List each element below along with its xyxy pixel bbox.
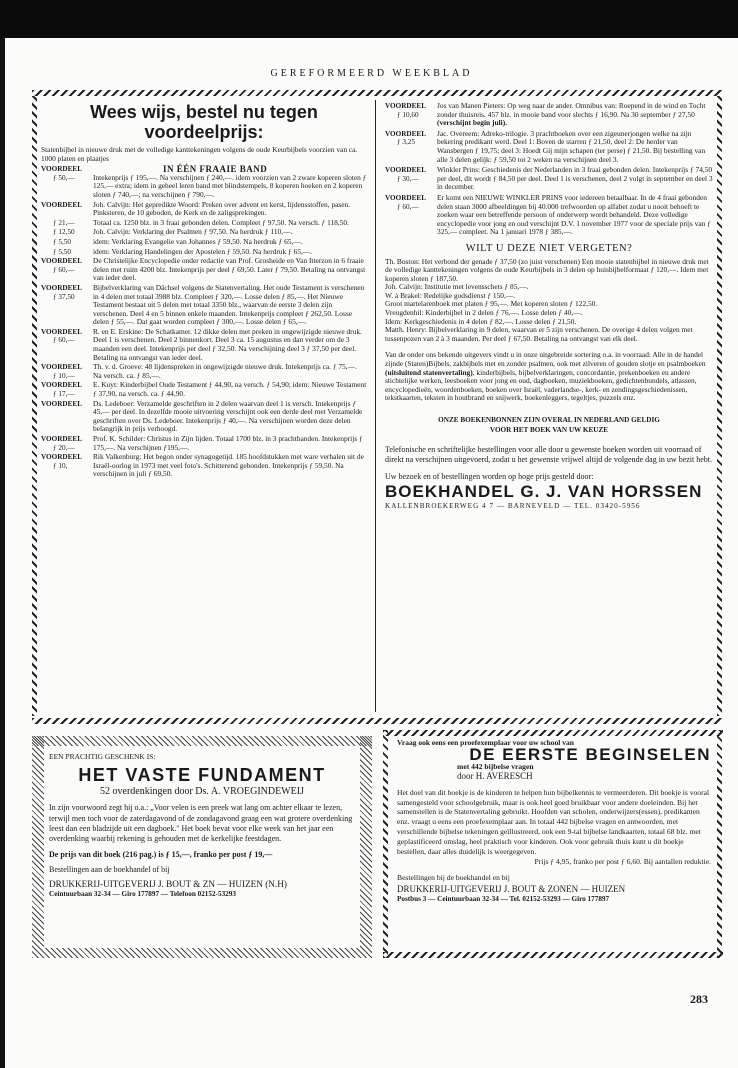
forget-list-item: Idem: Kerkgeschiedenis in 4 delen ƒ 82,—. Losse delen ƒ 21,50. <box>385 316 577 326</box>
item-text: idem: Verklaring Handelingen der Apostelen ƒ 59,50. Na herdruk ƒ 65,—. <box>93 246 313 256</box>
item-text: Bijbelverklaring van Dächsel volgens de Statenvertaling. Het oude Testament is verschenen in 4 delen met totaal 3988 blz. Compleet ƒ 320,—. Losse delen ƒ 85,—. Het Nieuwe Testament bestaat uit 5 delen met totaal 3350 blz., waarvan de eerste 3 delen zijn verschenen. Deel 4 en 5 binnen enkele maanden. Intekenprijs compleet ƒ 262,50. Losse delen ƒ 55,—. Dat gaat worden compleet ƒ 300,—. Losse delen ƒ 65,—. <box>93 282 365 327</box>
box-left-publisher: DRUKKERIJ-UITGEVERIJ J. BOUT & ZN — HUIZEN (N.H) <box>49 878 287 889</box>
item-text: De Christelijke Encyclopedie onder redactie van Prof. Grosheide en Van Itterzon in 6 fraaie delen met ruim 4200 blz. Intekenprijs per deel ƒ 69,50. Later ƒ 79,50. Betaling na ontvangst van ieder deel. <box>93 256 366 283</box>
assortment-bold: (uitsluitend statenvertaling) <box>385 367 473 377</box>
item-voordeel: VOORDEEL <box>385 166 426 175</box>
forget-list-item: W. à Brakel: Redelijke godsdienst ƒ 150,—. <box>385 290 516 300</box>
item-label <box>385 130 437 164</box>
item-voordeel: VOORDEEL <box>41 381 82 390</box>
item-label <box>41 453 93 479</box>
page-number: 283 <box>690 992 708 1006</box>
box-left-top-hatch <box>32 736 372 746</box>
offer-item <box>41 363 367 380</box>
item-voordeel: VOORDEEL <box>41 200 82 209</box>
offer-item <box>41 453 367 479</box>
item-label <box>41 201 93 218</box>
box-right-right-border <box>717 730 722 958</box>
box-left-kicker: EEN PRACHTIG GESCHENK IS: <box>49 752 156 761</box>
box-right-publisher: DRUKKERIJ-UITGEVERIJ J. BOUT & ZONEN — HUIZEN <box>397 883 626 894</box>
item-voordeel: VOORDEEL <box>41 399 82 408</box>
item-price: ƒ 5,50 <box>53 237 71 246</box>
item-price: ƒ 60,— <box>53 265 75 274</box>
item-text: Ds. Ledeboer: Verzamelde geschriften in 2 delen waarvan deel 1 is versch. Intekenprijs ƒ 45,— per deel. In dezelfde mooie uitvoering verschijnt ook een derde deel met Verzamelde geschriften over Ds. Ledeboer. Intekenprijs ƒ 40,—. Na verschijnen worden deze delen belangrijk in prijs verhoogd. <box>93 398 363 434</box>
item-label <box>41 284 93 327</box>
item-label <box>41 228 93 237</box>
offer-item <box>41 228 367 237</box>
item-text: idem: Verklaring Evangelie van Johannes ƒ 59,50. Na herdruk ƒ 65,—. <box>93 236 303 246</box>
offer-item <box>41 219 367 228</box>
item-text-main: Jac. Overeem: Adreko-trilogie. 3 prachtboeken over een zigeunerjongen welke na zijn bekering predikant werd. Deel 1: Boven de starren ƒ 21,50, deel 2: De herder van Wansbergen ƒ 19,75; deel 3: Hoedt Gij mijn schapen (ter perse) ƒ 21,50. Bij bestelling van alle 3 delen gelijk: ƒ 59,50 tot 2 weken na verschijnen deel 3. <box>437 128 706 164</box>
box-right-top-border <box>383 730 723 736</box>
assortment-main: Van de onder ons bekende uitgevers vindt u in onze uitgebreide sortering o.a. in voorraad: Alle in de handel zijnde (Staten)Bijbels, zakbijbels met en zonder psalmen, ook met zilveren of gouden slotje en psalmboeken <box>385 350 706 369</box>
bottom-border <box>32 718 722 724</box>
item-label <box>385 166 437 192</box>
item-voordeel: VOORDEEL <box>41 435 82 443</box>
assortment-tail: , kinderbijbels, bijbelverklaringen, concordantie, prekenboeken en andere stichtelijke werken, leesboeken voor jong en oud, dagboeken, muziekboeken, gedichtenbundels, atlassen, encyclopedieën, woordenboeken, boeken over Israël, vaderlandse-, kerk- en zendingsgeschiedenissen, tekstkaarten, teksten in houtbrand en snijwerk, boekenleggers, tegeltjes, puzzels enz. <box>385 367 697 403</box>
item-text: E. Kuyt: Kinderbijbel Oude Testament ƒ 44,90, na versch. ƒ 54,90; idem: Nieuwe Testament ƒ 37,90, na versch. ca. ƒ 44,90. <box>93 380 367 399</box>
item-price: ƒ 10,— <box>53 371 75 380</box>
item-price: ƒ 17,— <box>53 390 75 399</box>
offer-item <box>41 381 367 398</box>
left-items <box>41 174 367 479</box>
box-left-title: HET VASTE FUNDAMENT <box>78 765 326 786</box>
item-price: ƒ 50,— <box>53 173 75 182</box>
item-text: Rik Valkenburg: Het begon onder synagogetijd. 185 hoofdstukken met ware verhalen uit de Israël-oorlog in 1973 met veel foto's. Schitterend gebonden. Intekenprijs ƒ 59,50. Na verschijnen in juli ƒ 69,50. <box>93 452 364 479</box>
item-voordeel: VOORDEEL <box>41 453 82 462</box>
item-label <box>41 174 93 200</box>
band-heading: IN ÉÉN FRAAIE BAND <box>163 164 268 175</box>
top-border <box>32 90 722 96</box>
forget-list-item: Groot martelarenboek met platen ƒ 95,—. Met koperen sloten ƒ 122,50. <box>385 299 598 309</box>
item-price: ƒ 10,60 <box>397 110 419 119</box>
page <box>5 38 738 1068</box>
voucher-notice <box>385 415 713 435</box>
item-text: Joh. Calvijn: Het gepredikte Woord: Preken over advent en kerst, lijdensstoffen, pasen. Pinksteren, de 10 geboden, de Kerk en de zaligsprekingen. <box>93 199 351 218</box>
order-text: Telefonische en schriftelijke bestellingen voor alle door u gewenste boeken worden uit voorraad of direkt na verschijnen uitgevoerd, zodat u het gewenste vrijwel altijd de volgende dag in uw bezit hebt. <box>385 445 713 465</box>
item-price: ƒ 12,50 <box>53 228 75 237</box>
forget-text: Th. Boston: Het verbond der genade ƒ 37,50 (zo juist verschenen) Een mooie statenbijbel in nieuwe druk met de volledige kanttekeningen volgens de oude Keurbijbels in 3 delen op huisbijbelformaat ƒ 120,—. Idem met koperen sloten ƒ 187,50. <box>385 256 709 283</box>
item-voordeel: VOORDEEL <box>385 129 426 138</box>
offer-item <box>41 238 367 247</box>
box-left-subtitle: 52 overdenkingen door Ds. A. VROEGINDEWEIJ <box>100 785 304 797</box>
offer-item <box>41 400 367 434</box>
item-text <box>437 166 713 192</box>
running-head: GEREFORMEERD WEEKBLAD <box>270 68 473 79</box>
offer-item <box>41 435 367 452</box>
item-label <box>41 328 93 362</box>
item-text-main: Er komt een NIEUWE WINKLER PRINS voor iedereen betaalbaar. In de 4 fraai gebonden delen staan 3000 afbeeldingen bij 40.000 trefwoorden op alfabet zodat u nooit behoeft te zoeken waar een betreffende persoon of onderwerp wordt behandeld. Deze volledige encyclopedie voor jong en oud verschijnt D.V. 1 november 1977 voor de speciale prijs van ƒ 325,— compleet. Na 1 januari 1978 ƒ 385,—. <box>437 192 711 237</box>
box-right-title: DE EERSTE BEGINSELEN <box>469 744 711 764</box>
shop-name: BOEKHANDEL G. J. VAN HORSSEN <box>385 481 703 501</box>
right-items <box>385 102 713 237</box>
box-right-kicker: Vraag ook eens een proefexemplaar voor uw school van <box>397 738 574 747</box>
offer-left-column <box>41 102 367 480</box>
left-border <box>32 96 37 716</box>
item-voordeel: VOORDEEL <box>385 193 426 202</box>
item-label <box>41 238 93 247</box>
offer-item <box>385 130 713 164</box>
offer-item <box>41 201 367 218</box>
offer-title-line1: Wees wijs, bestel nu tegen <box>90 102 318 122</box>
item-voordeel: VOORDEEL <box>41 257 82 266</box>
item-text <box>437 102 713 128</box>
right-border <box>717 96 722 716</box>
offer-item <box>385 166 713 192</box>
item-price: ƒ 5,50 <box>53 247 71 256</box>
box-left-body: In zijn voorwoord zegt hij o.a.: „Voor velen is een preek wat lang om achter elkaar te lezen, terwijl men toch voor de zaterdagavond of de zondagavond graag een wat grotere overdenking leest dan een bladzijde uit een dagboek." Het boek bevat voor elke week van het jaar een overdenking waarbij rekening is gehouden met de kerkelijke feestdagen. <box>49 803 353 844</box>
box-left-left-hatch <box>32 736 44 958</box>
box-left-contact: Ceintuurbaan 32-34 — Giro 177897 — Telefoon 02152-53293 <box>49 890 236 899</box>
box-left <box>49 752 355 899</box>
item-price: ƒ 10, <box>53 461 68 470</box>
visit-text: Uw bezoek en of bestellingen worden op hoge prijs gesteld door: <box>385 471 594 481</box>
voucher-line2: VOOR HET BOEK VAN UW KEUZE <box>489 426 609 434</box>
item-price: ƒ 20,— <box>53 443 75 452</box>
box-right-left-border <box>383 730 388 958</box>
forget-list-item: Vreugdenhil: Kinderbijbel in 2 delen ƒ 76,—. Losse delen ƒ 40,—. <box>385 308 583 318</box>
offer-item <box>385 194 713 237</box>
item-text: R. en E. Erskine: De Schatkamer. 12 dikke delen met preken in ongewijzigde nieuwe druk. Deel 1 is verschenen. Deel 2 binnenkort. Deel 3 ca. 15 augustus en dan verder om de 3 maanden een deel. Intekenprijs per deel ƒ 32,50. Na verschijning deel 3 ƒ 37,50 per deel. Betaling na ontvangst van ieder deel. <box>93 326 362 362</box>
item-text: Intekenprijs ƒ 195,—. Na verschijnen ƒ 240,—. idem voorzien van 2 zware koperen sloten ƒ 125,— extra; idem in geheel leren band met blindstempels, 8 koperen hoeken en 2 koperen sloten ƒ 740,—; na verschijnen ƒ 790,—. <box>93 172 367 199</box>
voucher-line1: ONZE BOEKENBONNEN ZIJN OVERAL IN NEDERLAND GELDIG <box>438 416 660 424</box>
assortment-text <box>385 351 713 403</box>
item-label <box>41 381 93 398</box>
item-label <box>41 400 93 434</box>
box-right <box>397 738 711 905</box>
item-label <box>385 102 437 128</box>
offer-item <box>385 102 713 128</box>
box-right-subtitle1: met 442 bijbelse vragen <box>457 761 534 771</box>
column-divider <box>375 100 376 712</box>
item-label <box>41 257 93 283</box>
offer-right-column <box>385 102 713 510</box>
item-label: VOORDEEL <box>41 165 82 174</box>
item-text-main: Winkler Prins: Geschiedenis der Nederlanden in 3 fraai gebonden delen. Intekenprijs ƒ 74,50 per deel, dit wordt ƒ 84,50 per deel. Deel 1 is verschenen, deel 2 volgt in september en deel 3 in december. <box>437 165 713 192</box>
item-price: ƒ 3,25 <box>397 138 415 147</box>
offer-title-line2: voordeelprijs: <box>144 122 264 142</box>
box-right-order: Bestellingen bij de boekhandel en bij <box>397 872 510 882</box>
forget-list-item: Matth. Henry: Bijbelverklaring in 9 delen, waarvan er 5 zijn verschenen. De overige 4 delen volgen met tussenpozen van 2 à 3 maanden. Per deel ƒ 67,50. Betaling na ontvangst van elk deel. <box>385 325 693 343</box>
box-left-price: De prijs van dit boek (216 pag.) is ƒ 15,—, franko per post ƒ 19,— <box>49 849 273 859</box>
item-voordeel: VOORDEEL <box>41 283 82 292</box>
box-right-body: Het doel van dit boekje is de kinderen te helpen hun bijbelkennis te vermeerderen. Dit boekje is vooral samengesteld voor schoolgebruik, maar is ook heel goed bruikbaar voor andere doeleinden. Bij het samenstellen is de Statenvertaling gebruikt. Hoofden van scholen, onderwijzers(essen), predikanten enz. vraagt u eens een proefexemplaar aan. In totaal 442 bijbelse vragen en antwoorden, met verschillende bijbelse tekeningen geïllustreerd, ook een 9-tal bijbelse landkaarten, totaal 68 blz. met geplastificeerd omslag, heel praktisch voor kinderen. Ook voor gebruik thuis kunt u dit boekje bestellen, daar alles duidelijk is weergegeven. <box>397 787 710 857</box>
scan-top-edge <box>0 0 738 38</box>
item-text: Th. v. d. Groeve: 48 lijdenspreken in ongewijzigde nieuwe druk. Intekenprijs ca. ƒ 75,—. Na versch. ca. ƒ 85,—. <box>93 362 357 380</box>
offer-item <box>41 174 367 200</box>
item-label <box>41 248 93 257</box>
box-left-order: Bestellingen aan de boekhandel of bij <box>49 865 170 875</box>
item-label <box>41 363 93 380</box>
item-text: Joh. Calvijn: Verklaring der Psalmen ƒ 97,50. Na herdruk ƒ 110,—. <box>93 227 293 237</box>
box-right-price: Prijs ƒ 4,95, franko per post ƒ 6,60. Bij aantallen reduktie. <box>534 856 711 866</box>
forget-heading: WILT U DEZE NIET VERGETEN? <box>465 242 633 254</box>
forget-list <box>385 283 713 343</box>
item-text <box>437 194 713 237</box>
offer-title <box>41 102 367 142</box>
item-voordeel: VOORDEEL <box>41 327 82 336</box>
item-text-main: Jos van Manen Pieters: Op weg naar de ander. Omnibus van: Roepend in de wind en Tocht zonder thuisreis. 457 blz. in mooie band voor slechts ƒ 16,90. Na 30 september ƒ 27,50 <box>437 101 706 119</box>
item-text <box>437 130 713 164</box>
box-left-bottom-hatch <box>32 948 372 958</box>
box-right-subtitle2: door H. AVERESCH <box>457 770 533 781</box>
forget-list-item: Joh. Calvijn: Institutie met levensschets ƒ 85,—. <box>385 282 529 292</box>
item-text-bold: (verschijnt begin juli). <box>437 118 508 128</box>
item-voordeel: VOORDEEL <box>385 102 426 110</box>
item-price: ƒ 60,— <box>53 336 75 345</box>
item-price: ƒ 30,— <box>397 174 419 183</box>
item-text: Prof. K. Schilder: Christus in Zijn lijden. Totaal 1700 blz. in 3 prachtbanden. Intekenprijs ƒ 175,—. Na verschijnen ƒ195,—. <box>93 434 363 452</box>
offer-item <box>41 248 367 257</box>
offer-intro: Statenbijbel in nieuwe druk met de volledige kanttekeningen volgens de oude Keurbijbels voorzien van ca. 1000 platen en plaatjes <box>41 145 358 163</box>
item-label <box>41 435 93 452</box>
item-label <box>385 194 437 237</box>
box-left-right-hatch <box>360 736 372 958</box>
box-right-bottom-border <box>383 952 723 958</box>
item-label <box>41 219 93 228</box>
offer-item <box>41 257 367 283</box>
shop-address: KALLENBROEKERWEG 4 7 — BARNEVELD — TEL. 03420-5956 <box>385 501 641 510</box>
box-right-contact: Postbus 3 — Ceintuurbaan 32-34 — Tel. 02152-53293 — Giro 177897 <box>397 894 610 903</box>
offer-item <box>41 284 367 327</box>
item-price: ƒ 21,— <box>53 218 75 227</box>
item-voordeel: VOORDEEL <box>41 363 82 372</box>
item-price: ƒ 60,— <box>397 202 419 211</box>
offer-item <box>41 328 367 362</box>
item-text: Totaal ca. 1250 blz. in 3 fraai gebonden delen. Compleet ƒ 97,50. Na versch. ƒ 118,50. <box>93 217 349 227</box>
item-price: ƒ 37,50 <box>53 292 75 301</box>
